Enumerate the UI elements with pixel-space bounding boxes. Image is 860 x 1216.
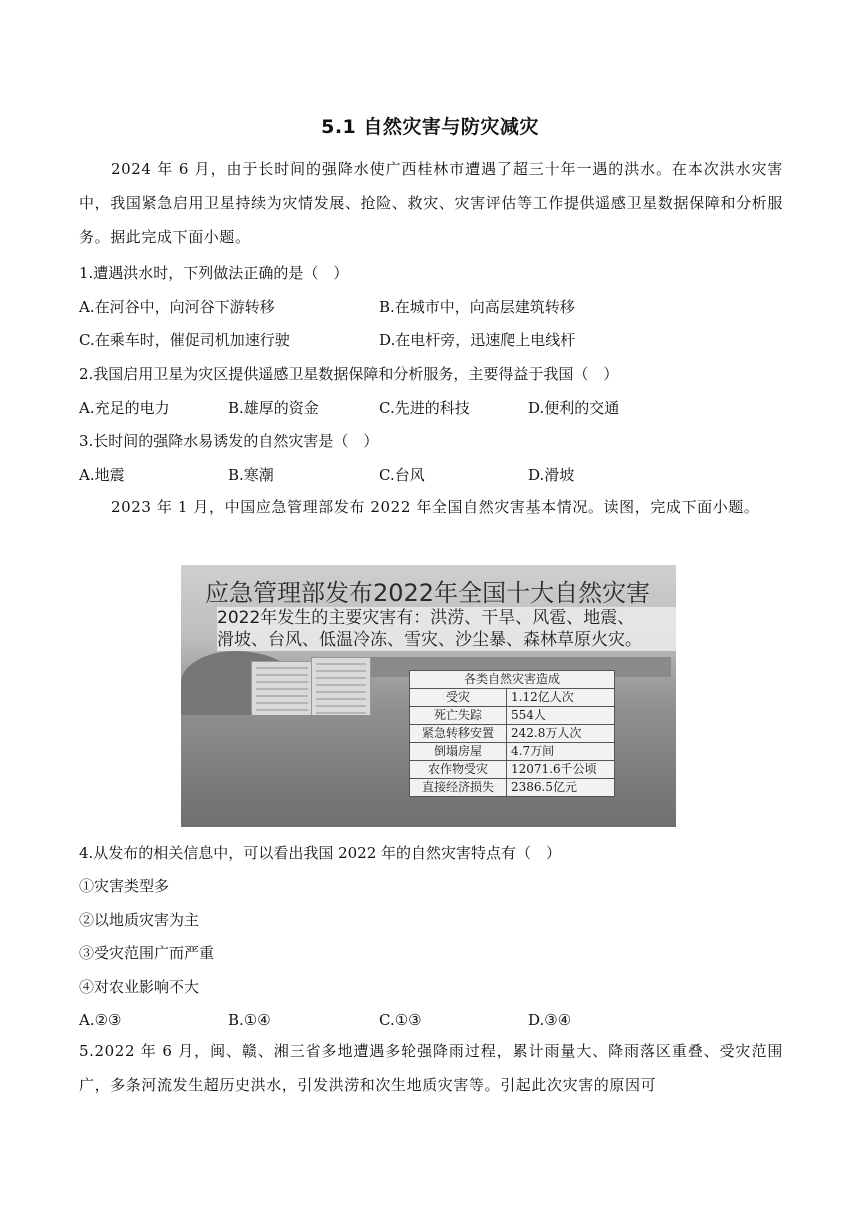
q4-item-1: ①灾害类型多 <box>79 877 170 895</box>
table-row: 紧急转移安置 242.8万人次 <box>410 725 615 743</box>
figure-title: 应急管理部发布2022年全国十大自然灾害 <box>205 579 651 607</box>
figure-building <box>251 661 313 721</box>
question-3-stem: 3.长时间的强降水易诱发的自然灾害是（ ） <box>79 432 379 450</box>
q4-item-4: ④对农业影响不大 <box>79 978 200 996</box>
intro-paragraph-2: 2023 年 1 月，中国应急管理部发布 2022 年全国自然灾害基本情况。读图，完成下面小题。 <box>111 498 760 516</box>
intro-paragraph-1: 2024 年 6 月，由于长时间的强降水使广西桂林市遭遇了超三十年一遇的洪水。在本次洪水灾害中，我国紧急启用卫星持续为灾情发展、抢险、救灾、灾害评估等工作提供遥感卫星数据保障和分析服务。据此完成下面小题。 <box>79 160 783 246</box>
disaster-stats-table <box>409 670 615 797</box>
figure-building <box>311 657 371 721</box>
table-row: 直接经济损失 2386.5亿元 <box>410 779 615 797</box>
disaster-report-figure <box>181 565 676 827</box>
q3-option-a: A.地震 <box>79 466 125 484</box>
q4-item-3: ③受灾范围广而严重 <box>79 944 215 962</box>
q1-option-a: A.在河谷中，向河谷下游转移 <box>79 298 275 316</box>
q4-option-b: B.①④ <box>228 1011 271 1029</box>
q1-option-c: C.在乘车时，催促司机加速行驶 <box>79 331 290 349</box>
table-row: 死亡失踪 554人 <box>410 707 615 725</box>
q3-option-c: C.台风 <box>379 466 425 484</box>
q2-option-b: B.雄厚的资金 <box>228 399 319 417</box>
figure-subtitle-line-1: 2022年发生的主要灾害有：洪涝、干旱、风雹、地震、 <box>217 607 676 629</box>
table-row: 倒塌房屋 4.7万间 <box>410 743 615 761</box>
table-header: 各类自然灾害造成 <box>410 671 615 689</box>
question-5-stem: 5.2022 年 6 月，闽、赣、湘三省多地遭遇多轮强降雨过程，累计雨量大、降雨落区重叠、受灾范围广，多条河流发生超历史洪水，引发洪涝和次生地质灾害等。引起此次灾害的原因可 <box>79 1042 783 1094</box>
question-2-stem: 2.我国启用卫星为灾区提供遥感卫星数据保障和分析服务，主要得益于我国（ ） <box>79 365 619 383</box>
q2-option-d: D.便利的交通 <box>528 399 620 417</box>
page-title: 5.1 自然灾害与防灾减灾 <box>321 116 539 138</box>
q4-option-a: A.②③ <box>79 1011 122 1029</box>
q3-option-d: D.滑坡 <box>528 466 575 484</box>
figure-subtitle-line-2: 滑坡、台风、低温冷冻、雪灾、沙尘暴、森林草原火灾。 <box>217 629 676 651</box>
q3-option-b: B.寒潮 <box>228 466 274 484</box>
question-4-stem: 4.从发布的相关信息中，可以看出我国 2022 年的自然灾害特点有（ ） <box>79 844 562 862</box>
q4-item-2: ②以地质灾害为主 <box>79 911 200 929</box>
q1-option-d: D.在电杆旁，迅速爬上电线杆 <box>379 331 576 349</box>
table-row: 受灾 1.12亿人次 <box>410 689 615 707</box>
question-1-stem: 1.遭遇洪水时，下列做法正确的是（ ） <box>79 264 349 282</box>
q4-option-d: D.③④ <box>528 1011 572 1029</box>
q4-option-c: C.①③ <box>379 1011 422 1029</box>
table-row: 农作物受灾 12071.6千公顷 <box>410 761 615 779</box>
q1-option-b: B.在城市中，向高层建筑转移 <box>379 298 575 316</box>
q2-option-a: A.充足的电力 <box>79 399 170 417</box>
q2-option-c: C.先进的科技 <box>379 399 470 417</box>
